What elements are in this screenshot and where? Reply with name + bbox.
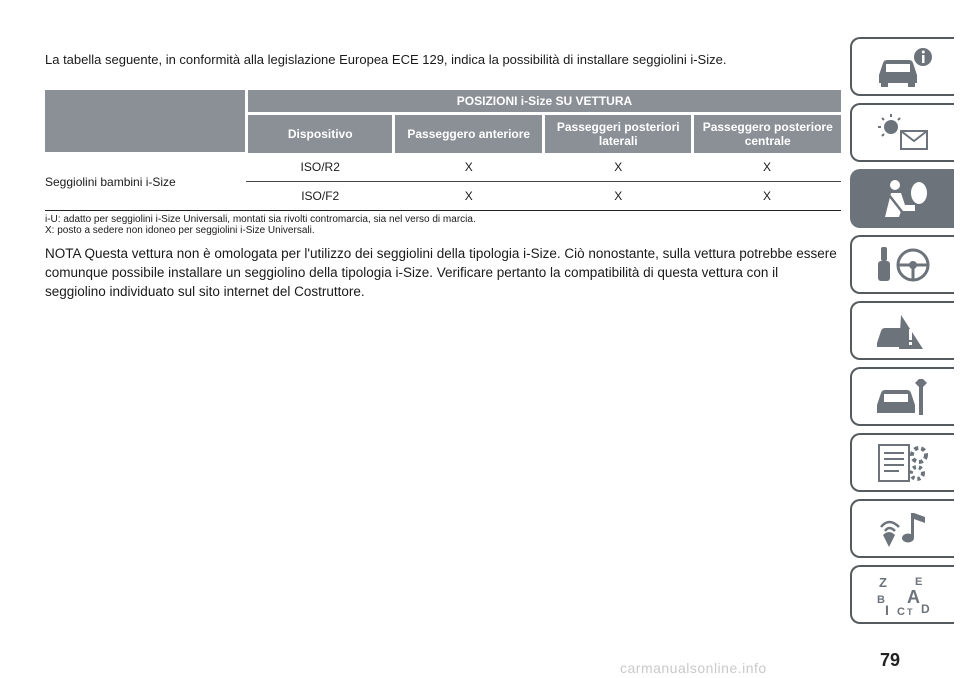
page-number: 79 bbox=[880, 650, 901, 670]
column-header-rear-center: Passeggero posteriore centrale bbox=[693, 114, 841, 154]
tab-car-info[interactable] bbox=[850, 37, 954, 96]
cell-rear-center: X bbox=[693, 182, 841, 211]
column-header-device: Dispositivo bbox=[246, 114, 394, 154]
tab-emergency[interactable] bbox=[850, 301, 954, 360]
row-label: Seggiolini bambini i-Size bbox=[45, 153, 246, 211]
tab-key-steering[interactable] bbox=[850, 235, 954, 294]
index-letter: E bbox=[915, 575, 923, 588]
index-letter: D bbox=[921, 601, 930, 616]
watermark: carmanualsonline.info bbox=[620, 660, 767, 676]
car-maintenance-icon bbox=[871, 375, 935, 419]
table-header-blank bbox=[45, 90, 246, 153]
table-header-row bbox=[45, 90, 841, 114]
cell-rear-center: X bbox=[693, 153, 841, 182]
index-letter: T bbox=[907, 606, 913, 617]
isize-seat-table bbox=[45, 90, 841, 211]
table-notes bbox=[45, 214, 835, 236]
cell-front: X bbox=[394, 182, 544, 211]
index-letter: I bbox=[885, 601, 889, 617]
key-steering-wheel-icon bbox=[871, 243, 935, 287]
car-info-icon bbox=[871, 45, 935, 89]
tab-safety[interactable] bbox=[850, 169, 954, 228]
table-row bbox=[45, 153, 841, 182]
note-x: X: posto a sedere non idoneo per seggiolini i-Size Universali. bbox=[45, 225, 315, 236]
index-letter: Z bbox=[879, 574, 887, 590]
index-letter: A bbox=[907, 586, 920, 607]
nota-paragraph: NOTA Questa vettura non è omologata per l'utilizzo dei seggiolini della tipologia i-Size. Ciò nonostante, sulla vettura potrebbe essere comunque possibile installare un seggiolino della tipologia i-Size. Verificare pertanto la compatibilità di questa vettura con il seggiolino individuato sul sito internet del Costruttore. bbox=[45, 246, 837, 299]
tab-multimedia[interactable] bbox=[850, 499, 954, 558]
index-letter: C bbox=[897, 605, 905, 617]
index-letter: B bbox=[877, 593, 885, 606]
tab-alphabetical-index[interactable] bbox=[850, 565, 954, 624]
alphabetical-index-icon bbox=[871, 573, 935, 617]
safety-seat-airbag-icon bbox=[871, 177, 935, 221]
column-header-rear-side: Passeggeri posteriori laterali bbox=[544, 114, 693, 154]
cell-rear-side: X bbox=[544, 182, 693, 211]
column-header-front: Passeggero anteriore bbox=[394, 114, 544, 154]
tab-dashboard-lights[interactable] bbox=[850, 103, 954, 162]
table-group-header: POSIZIONI i-Size SU VETTURA bbox=[246, 90, 841, 114]
intro-text: La tabella seguente, in conformità alla legislazione Europea ECE 129, indica la possibilità di installare seggiolini i-Size. bbox=[45, 52, 727, 67]
cell-rear-side: X bbox=[544, 153, 693, 182]
cell-front: X bbox=[394, 153, 544, 182]
note-iu: i-U: adatto per seggiolini i-Size Universali, montati sia rivolti contromarcia, sia nel verso di marcia. bbox=[45, 214, 476, 225]
tab-maintenance[interactable] bbox=[850, 367, 954, 426]
multimedia-icon bbox=[871, 507, 935, 551]
cell-device: ISO/F2 bbox=[246, 182, 394, 211]
dashboard-lights-icon bbox=[871, 111, 935, 155]
tab-technical-specs[interactable] bbox=[850, 433, 954, 492]
chapter-sidebar bbox=[850, 37, 955, 631]
emergency-car-icon bbox=[871, 309, 935, 353]
technical-specs-icon bbox=[871, 441, 935, 485]
cell-device: ISO/R2 bbox=[246, 153, 394, 182]
